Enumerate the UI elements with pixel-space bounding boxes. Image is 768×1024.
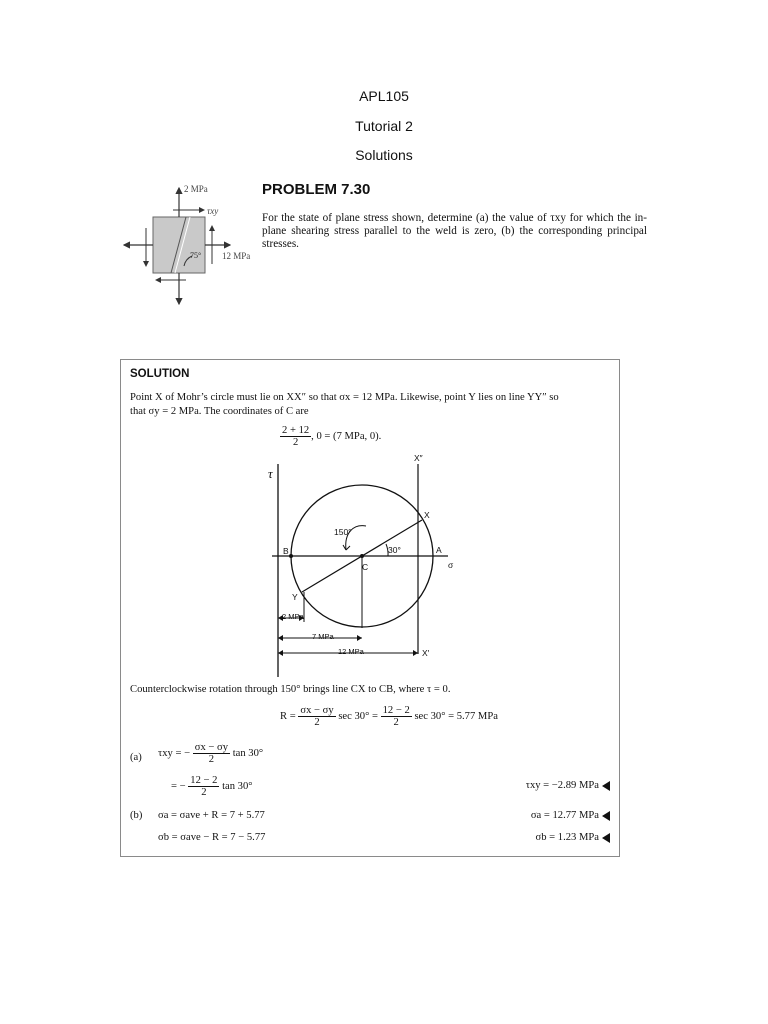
x-prime-label: X′ — [422, 648, 430, 658]
solutions-title: Solutions — [355, 147, 413, 163]
radius-mid: sec 30° = — [338, 710, 378, 722]
part-a-line-2-den: 2 — [201, 787, 207, 798]
part-a-line-2-num: 12 − 2 — [190, 775, 218, 786]
center-numerator: 2 + 12 — [282, 425, 310, 436]
weld-angle-label: 75° — [190, 251, 202, 260]
part-a-label: (a) — [130, 752, 142, 763]
part-a-line-2-rhs: tan 30° — [222, 780, 253, 792]
radius-equation — [280, 705, 498, 728]
answer-marker-icon — [602, 833, 610, 843]
point-c-dot — [360, 554, 364, 558]
part-b-line-1: σa = σave + R = 7 + 5.77 — [158, 810, 265, 821]
part-a-answer — [526, 780, 610, 791]
radius-den-1: 2 — [314, 717, 320, 728]
top-stress-label: 2 MPa — [184, 184, 208, 194]
dim-2-label: 2 MPa — [282, 612, 304, 621]
center-result: , 0 = (7 MPa, 0). — [311, 430, 382, 442]
point-x-label: X — [424, 510, 430, 520]
angle-30-label: 30° — [388, 545, 401, 555]
part-a-line-1-num: σx − σy — [194, 742, 229, 753]
part-a-line-1-den: 2 — [208, 754, 215, 765]
tau-axis-label: τ — [268, 466, 273, 481]
part-a-answer-text: τxy = −2.89 MPa — [525, 780, 599, 791]
problem-text: For the state of plane stress shown, determine (a) the value of τxy for which the in-plane shearing stress parallel to the weld is zero, (b) the corresponding principal stresses. — [262, 212, 647, 250]
part-b-answer-2-text: σb = 1.23 MPa — [535, 832, 599, 843]
part-a-line-2 — [171, 775, 253, 798]
solution-paragraph-2: that σy = 2 MPa. The coordinates of C are — [130, 406, 309, 417]
part-a-line-1-lhs: τxy = − — [158, 747, 191, 759]
course-code: APL105 — [359, 88, 409, 104]
part-a-line-2-lhs: = − — [171, 780, 186, 792]
x-double-prime-label: X″ — [414, 453, 423, 463]
angle-150-label: 150° — [334, 527, 352, 537]
part-b-line-2: σb = σave − R = 7 − 5.77 — [158, 832, 266, 843]
part-b-label: (b) — [130, 810, 143, 821]
stress-element-figure — [118, 180, 263, 310]
part-b-answer-2 — [536, 832, 610, 843]
right-stress-label: 12 MPa — [222, 251, 251, 261]
point-a-label: A — [436, 545, 442, 555]
part-a-line-1-rhs: tan 30° — [232, 747, 264, 759]
radius-num-2: 12 − 2 — [382, 705, 410, 716]
part-b-answer-1-text: σa = 12.77 MPa — [530, 810, 599, 821]
angle-150-arrowhead — [343, 545, 350, 550]
center-coordinates — [280, 425, 381, 448]
answer-marker-icon — [602, 811, 610, 821]
point-c-label: C — [362, 562, 369, 572]
sigma-axis-label: σ — [448, 560, 454, 570]
solution-paragraph-1: Point X of Mohr’s circle must lie on XX″ so that σx = 12 MPa. Likewise, point Y lies on line YY″ so — [130, 392, 559, 403]
radius-den-2: 2 — [393, 717, 399, 728]
radius-lhs: R = — [280, 710, 296, 722]
rotation-text: Counterclockwise rotation through 150° brings line CX to CB, where τ = 0. — [130, 684, 451, 695]
tutorial-title: Tutorial 2 — [355, 118, 413, 134]
part-a-line-1 — [158, 742, 263, 765]
point-y-label: Y — [292, 592, 298, 602]
answer-marker-icon — [602, 781, 610, 791]
point-b-dot — [289, 554, 293, 558]
radius-num-1: σx − σy — [300, 705, 334, 716]
shear-stress-label: τxy — [207, 206, 219, 216]
dim-7-label: 7 MPa — [312, 632, 334, 641]
part-b-answer-1 — [531, 810, 610, 821]
radius-rhs: sec 30° = 5.77 MPa — [414, 710, 498, 722]
point-b-label: B — [283, 546, 289, 556]
dim-12-label: 12 MPa — [338, 647, 364, 656]
center-denominator: 2 — [292, 437, 299, 448]
problem-title: PROBLEM 7.30 — [262, 181, 371, 198]
solution-title: SOLUTION — [130, 368, 190, 380]
